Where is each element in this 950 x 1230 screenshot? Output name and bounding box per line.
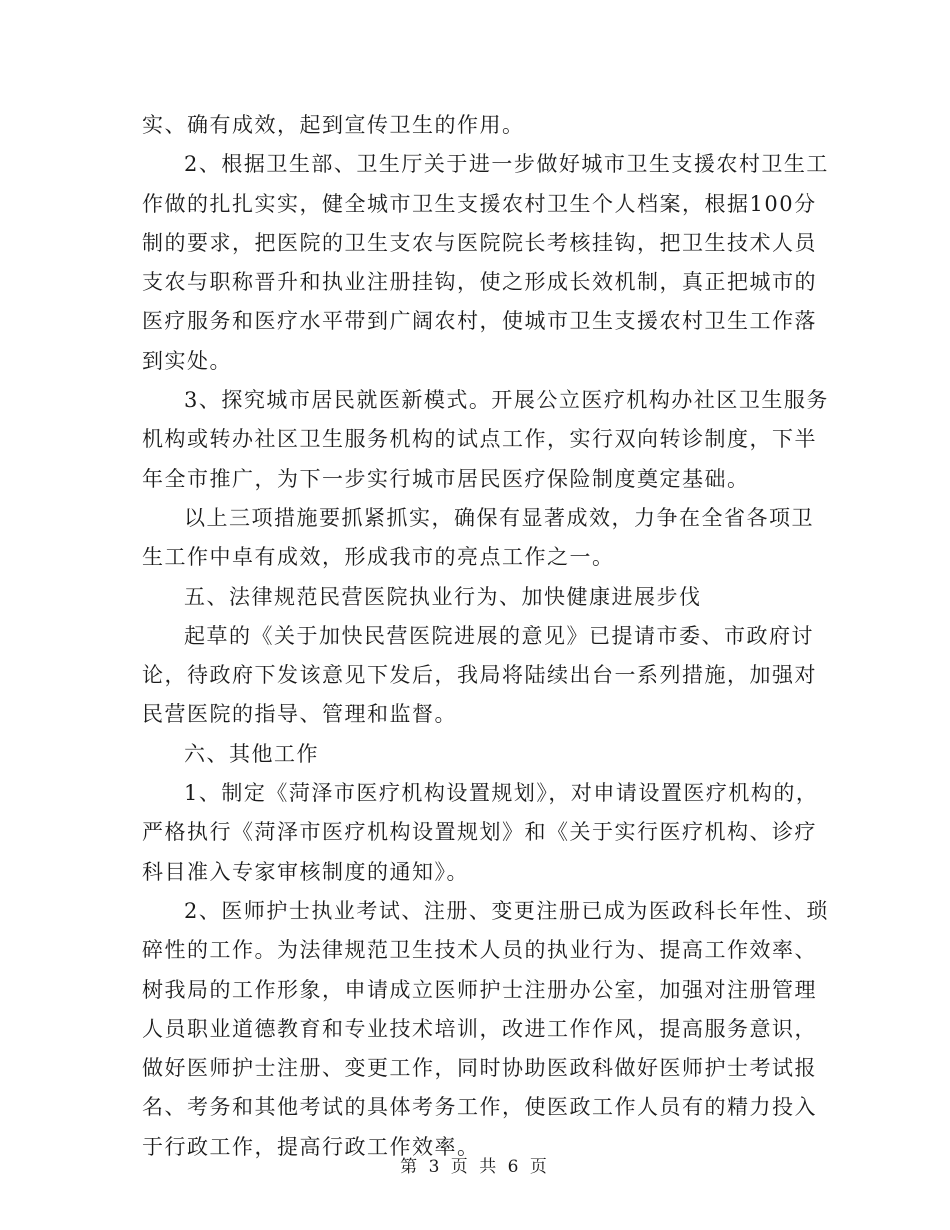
page-number-footer: 第 3 页 共 6 页 [400, 1157, 550, 1177]
paragraph [142, 774, 822, 892]
paragraph [142, 106, 822, 145]
text-line: 1、制定《菏泽市医疗机构设置规划》，对申请设置医疗机构的， [184, 781, 819, 806]
paragraph [142, 381, 829, 499]
text-line: 实、确有成效，起到宣传卫生的作用。 [142, 113, 525, 137]
paragraph [142, 735, 822, 774]
text-line: 2、根据卫生部、卫生厅关于进一步做好城市卫生支援农村卫生工 [184, 152, 829, 177]
paragraph [142, 617, 822, 735]
text-line: 起草的《关于加快民营医院进展的意见》已提请市委、市政府讨 [184, 623, 814, 648]
text-line: 五、法律规范民营医院执业行为、加快健康进展步伐 [184, 584, 702, 609]
paragraph [142, 499, 822, 578]
text-line: 民营医院的指导、管理和监督。 [142, 702, 457, 727]
text-line: 名、考务和其他考试的具体考务工作，使医政工作人员有的精力投入 [142, 1095, 817, 1120]
text-line: 碎性的工作。为法律规范卫生技术人员的执业行为、提高工作效率、 [142, 938, 817, 963]
text-line: 以上三项措施要抓紧抓实，确保有显著成效，力争在全省各项卫 [184, 505, 814, 530]
paragraph [142, 892, 829, 1167]
text-line: 制的要求，把医院的卫生支农与医院院长考核挂钩，把卫生技术人员 [142, 230, 817, 255]
text-line: 机构或转办社区卫生服务机构的试点工作，实行双向转诊制度，下半 [142, 427, 817, 452]
document-body [142, 106, 829, 1167]
text-line: 人员职业道德教育和专业技术培训，改进工作作风，提高服务意识， [142, 1016, 817, 1041]
text-line: 医疗服务和医疗水平带到广阔农村，使城市卫生支援农村卫生工作落 [142, 309, 817, 334]
paragraph [142, 145, 829, 381]
text-line: 科目准入专家审核制度的通知》。 [142, 859, 469, 884]
text-line: 作做的扎扎实实，健全城市卫生支援农村卫生个人档案，根据100分 [142, 191, 817, 216]
paragraph [142, 578, 822, 617]
text-line: 严格执行《菏泽市医疗机构设置规划》和《关于实行医疗机构、诊疗 [142, 820, 817, 845]
text-line: 做好医师护士注册、变更工作，同时协助医政科做好医师护士考试报 [142, 1056, 817, 1081]
text-line: 六、其他工作 [184, 741, 319, 766]
text-line: 2、医师护士执业考试、注册、变更注册已成为医政科长年性、琐 [184, 898, 829, 923]
text-line: 到实处。 [142, 348, 232, 373]
text-line: 年全市推广，为下一步实行城市居民医疗保险制度奠定基础。 [142, 466, 750, 491]
text-line: 支农与职称晋升和执业注册挂钩，使之形成长效机制，真正把城市的 [142, 270, 817, 295]
text-line: 树我局的工作形象，申请成立医师护士注册办公室，加强对注册管理 [142, 977, 817, 1002]
text-line: 论，待政府下发该意见下发后，我局将陆续出台一系列措施，加强对 [142, 663, 817, 688]
text-line: 3、探究城市居民就医新模式。开展公立医疗机构办社区卫生服务 [184, 388, 829, 413]
text-line: 生工作中卓有成效，形成我市的亮点工作之一。 [142, 545, 615, 570]
text-line: 于行政工作，提高行政工作效率。 [142, 1134, 480, 1159]
